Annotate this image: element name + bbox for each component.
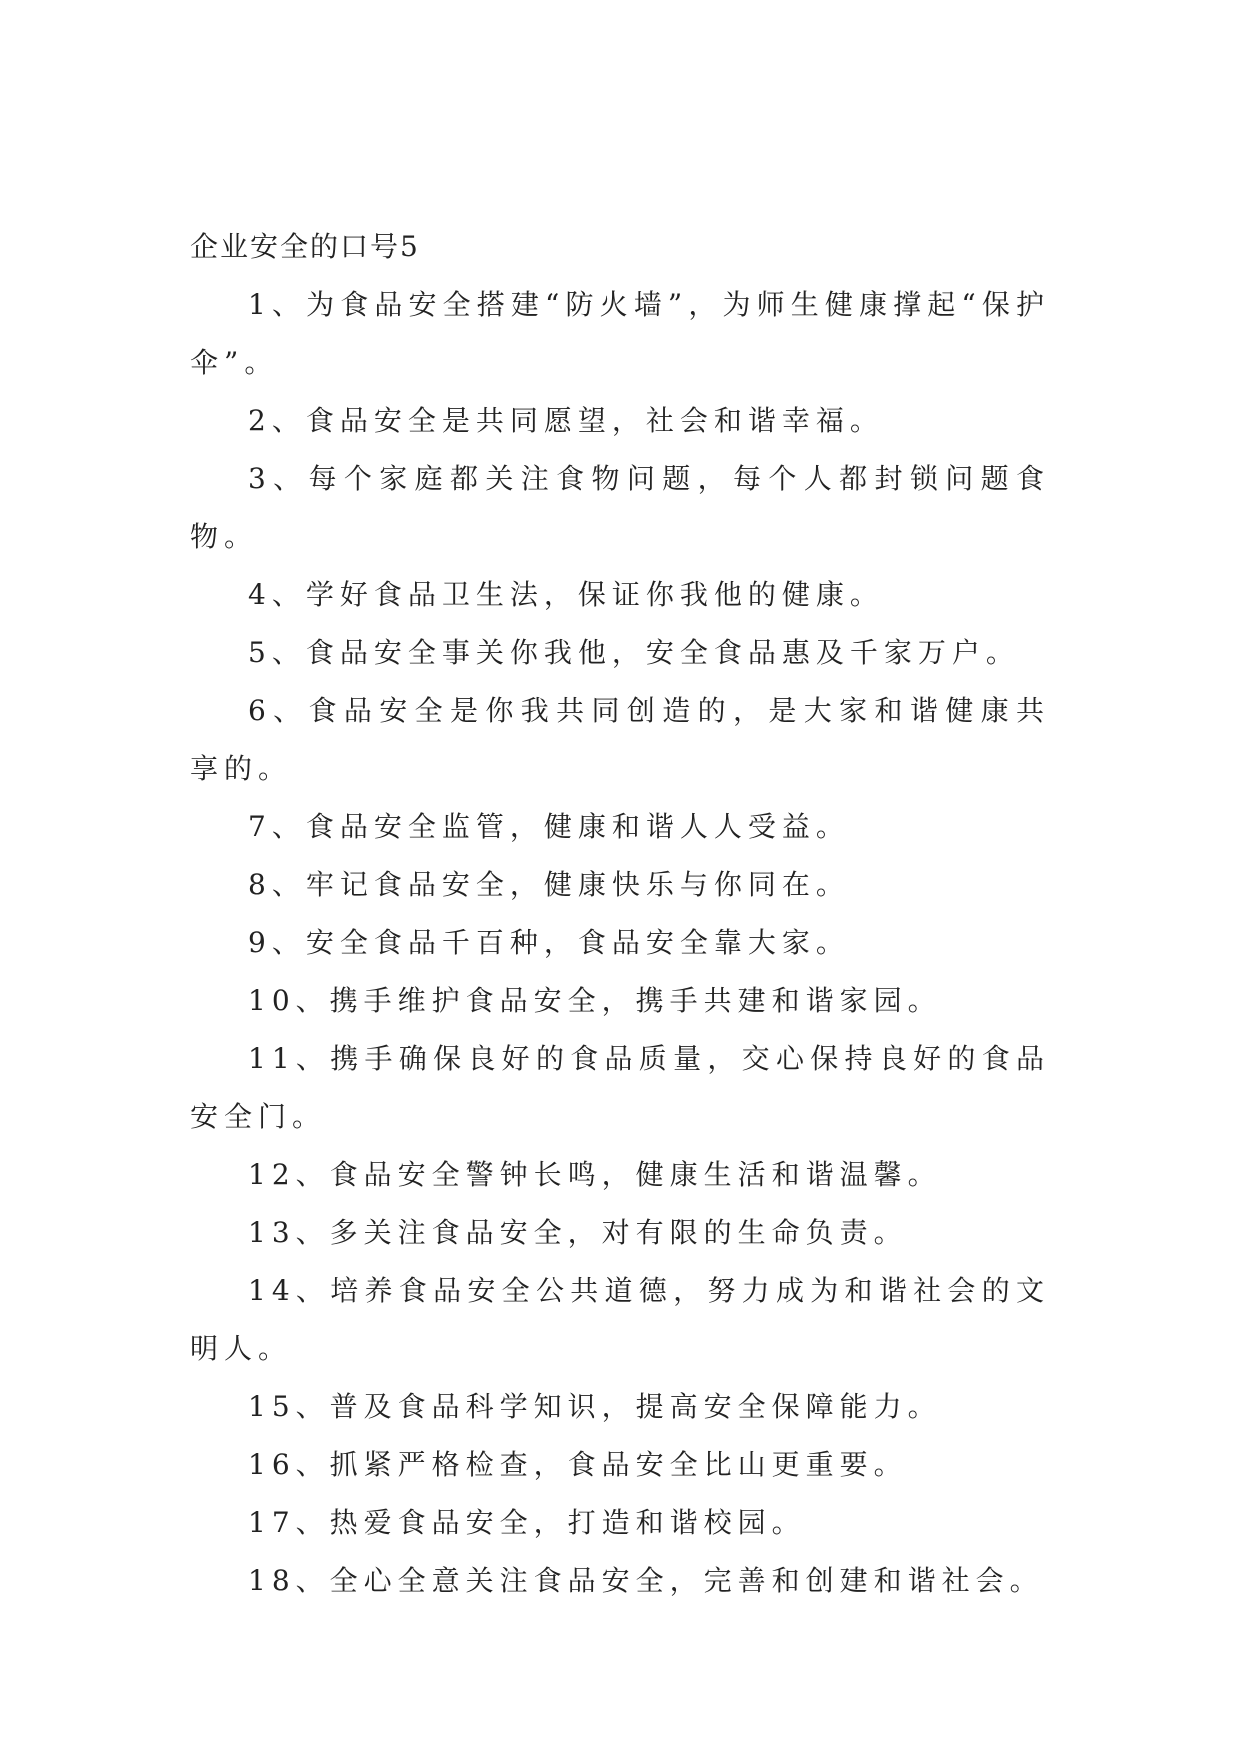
slogan-item: 4、学好食品卫生法，保证你我他的健康。 <box>248 578 884 611</box>
slogan-item: 13、多关注食品安全，对有限的生命负责。 <box>248 1216 908 1249</box>
slogan-item: 9、安全食品千百种，食品安全靠大家。 <box>248 926 850 959</box>
slogan-item: 17、热爱食品安全，打造和谐校园。 <box>248 1506 806 1539</box>
document-title: 企业安全的口号5 <box>190 230 420 263</box>
slogan-item: 15、普及食品科学知识，提高安全保障能力。 <box>248 1390 942 1423</box>
slogan-item: 8、牢记食品安全，健康快乐与你同在。 <box>248 868 850 901</box>
slogan-item: 11、携手确保良好的食品质量，交心保持良好的食品安全门。 <box>190 1042 1050 1133</box>
slogan-item: 6、食品安全是你我共同创造的，是大家和谐健康共享的。 <box>190 694 1050 785</box>
slogan-item: 14、培养食品安全公共道德，努力成为和谐社会的文明人。 <box>190 1274 1050 1365</box>
slogan-item: 1、为食品安全搭建“防火墙”，为师生健康撑起“保护伞”。 <box>190 288 1050 379</box>
slogan-item: 12、食品安全警钟长鸣，健康生活和谐温馨。 <box>248 1158 942 1191</box>
slogan-item: 7、食品安全监管，健康和谐人人受益。 <box>248 810 850 843</box>
slogan-item: 2、食品安全是共同愿望，社会和谐幸福。 <box>248 404 884 437</box>
slogan-item: 18、全心全意关注食品安全，完善和创建和谐社会。 <box>248 1564 1044 1597</box>
slogan-item: 16、抓紧严格检查，食品安全比山更重要。 <box>248 1448 908 1481</box>
slogan-item: 3、每个家庭都关注食物问题，每个人都封锁问题食物。 <box>190 462 1050 553</box>
slogan-item: 5、食品安全事关你我他，安全食品惠及千家万户。 <box>248 636 1020 669</box>
document-body <box>190 218 1050 1610</box>
slogan-item: 10、携手维护食品安全，携手共建和谐家园。 <box>248 984 942 1017</box>
